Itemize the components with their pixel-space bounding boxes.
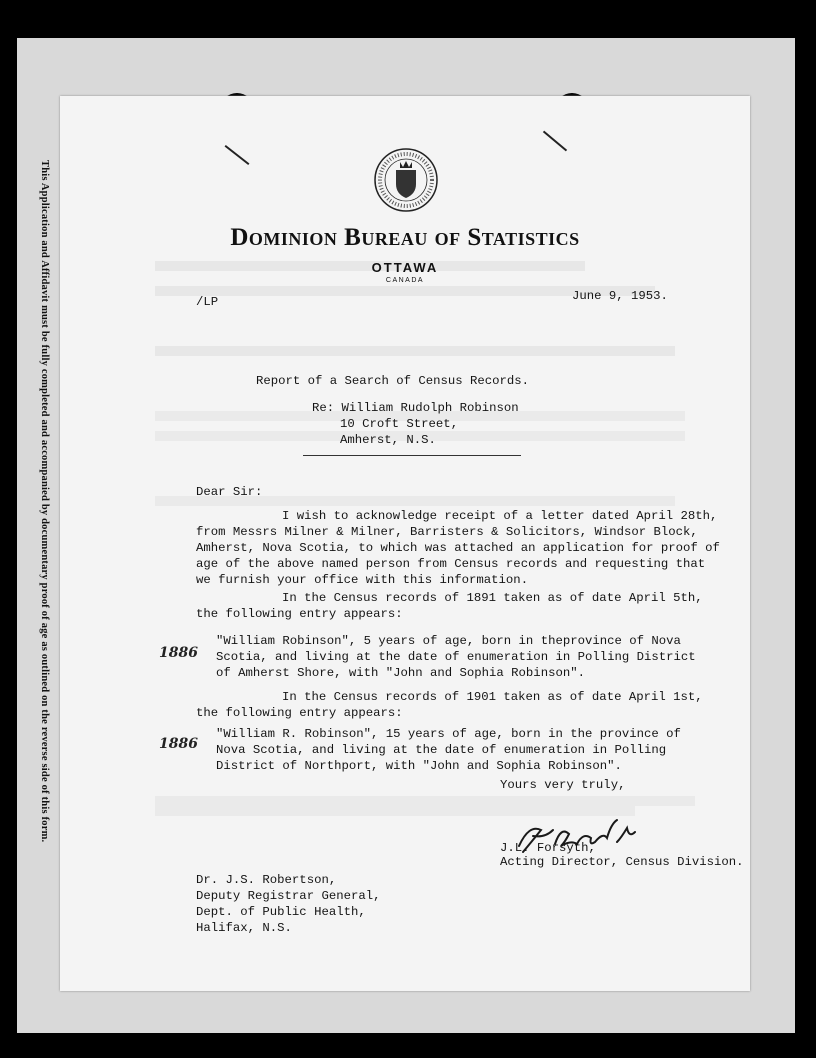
reference-code: /LP: [196, 295, 219, 309]
staple-mark-left: [225, 145, 250, 165]
margin-note-1886-second: 1886: [159, 736, 198, 752]
divider-rule: [303, 455, 521, 456]
census-letter: Dominion Bureau of Statistics OTTAWA CANADA /LP June 9, 1953. Report of a Search of Census Records. Re: William Rudolph Robinson 10 Croft Street, Amherst, N.S. Dear Sir: I wish to acknowledge receipt of a letter dated April 28th, from Messrs Milner & Milner, Barristers & Solicitors, Windsor Block, Amherst, Nova Scotia, to which was attached an application for proof of age of the above named person from Census records and requesting that we furnish your office with this information. In the Census records of 1891 taken as of date April 5th, the following entry appears: 1886 "William Robinson", 5 years of age, born in theprovince of Nova Scotia, and living at the date of enumeration in Polling District of Amherst Shore, with "John and Sophia Robinson". In the Census records of 1901 taken as of date April 1st, the following entry appears: 1886 "William R. Robinson", 15 years of age, born in the province of Nova Scotia, and living at the date of enumeration in Polling District of Northport, with "John and Sophia Robinson". Yours very truly, J.L. Forsyth, Acting Director, Census Division. Dr. J.S. Robertson, Deputy Registrar General, Dept. of Public Health, Halifax, N.S.: [60, 96, 750, 991]
salutation: Dear Sir:: [196, 485, 263, 499]
letterhead-title: Dominion Bureau of Statistics: [230, 224, 580, 251]
letterhead-country: CANADA: [385, 277, 425, 284]
staple-mark-right: [543, 131, 567, 152]
letter-date: June 9, 1953.: [572, 289, 668, 303]
letter-subject: Report of a Search of Census Records.: [256, 374, 530, 388]
letterhead-city: OTTAWA: [371, 260, 439, 275]
form-side-instruction: This Application and Affidavit must be fully completed and accompanied by documentary proof of age as outlined on the reverse side of this form.: [39, 160, 50, 843]
closing: Yours very truly,: [500, 778, 626, 792]
margin-note-1886-first: 1886: [159, 645, 198, 661]
coat-of-arms-seal: [372, 144, 440, 220]
